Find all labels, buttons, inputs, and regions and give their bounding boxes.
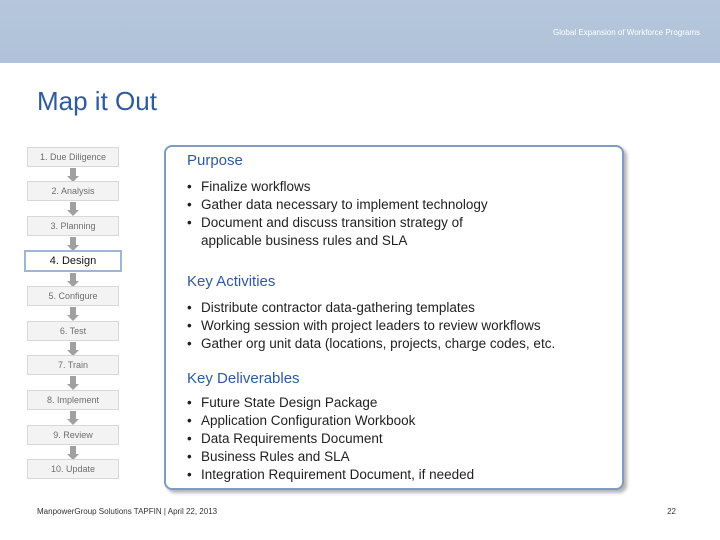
step-arrow: [70, 202, 76, 211]
list-item: • Integration Requirement Document, if needed: [187, 466, 587, 484]
step-update: 10. Update: [27, 459, 119, 479]
step-arrow: [70, 446, 76, 455]
step-analysis: 2. Analysis: [27, 181, 119, 201]
header-bar: [0, 0, 720, 63]
activities-list: [187, 299, 617, 353]
list-item: • Distribute contractor data-gathering templates: [187, 299, 617, 317]
step-arrow: [70, 342, 76, 351]
deliverables-list: [187, 394, 587, 484]
purpose-list: [187, 178, 557, 250]
list-item: • Gather data necessary to implement technology: [187, 196, 557, 214]
page-title: Map it Out: [37, 86, 157, 116]
step-implement: 8. Implement: [27, 390, 119, 410]
purpose-heading: Purpose: [187, 152, 243, 169]
list-item: • Business Rules and SLA: [187, 448, 587, 466]
step-arrow: [70, 376, 76, 385]
step-arrow: [70, 237, 76, 246]
step-configure: 5. Configure: [27, 286, 119, 306]
list-item: • Data Requirements Document: [187, 430, 587, 448]
step-train: 7. Train: [27, 355, 119, 375]
list-item: • Application Configuration Workbook: [187, 412, 587, 430]
step-due-diligence: 1. Due Diligence: [27, 147, 119, 167]
page-number: 22: [667, 507, 676, 516]
list-item: • Document and discuss transition strategy of applicable business rules and SLA: [187, 214, 501, 250]
deliverables-heading: Key Deliverables: [187, 370, 300, 387]
list-item: • Finalize workflows: [187, 178, 557, 196]
list-item: • Gather org unit data (locations, projects, charge codes, etc.: [187, 335, 617, 353]
step-review: 9. Review: [27, 425, 119, 445]
list-item: • Working session with project leaders to review workflows: [187, 317, 617, 335]
activities-heading: Key Activities: [187, 273, 276, 290]
step-arrow: [70, 273, 76, 282]
header-title: Global Expansion of Workforce Programs: [552, 28, 700, 37]
step-arrow: [70, 307, 76, 316]
step-test: 6. Test: [27, 321, 119, 341]
footer-text: ManpowerGroup Solutions TAPFIN | April 22, 2013: [37, 507, 218, 516]
list-item: • Future State Design Package: [187, 394, 587, 412]
step-design-active: 4. Design: [24, 250, 122, 272]
step-arrow: [70, 411, 76, 420]
step-arrow: [70, 168, 76, 177]
step-planning: 3. Planning: [27, 216, 119, 236]
